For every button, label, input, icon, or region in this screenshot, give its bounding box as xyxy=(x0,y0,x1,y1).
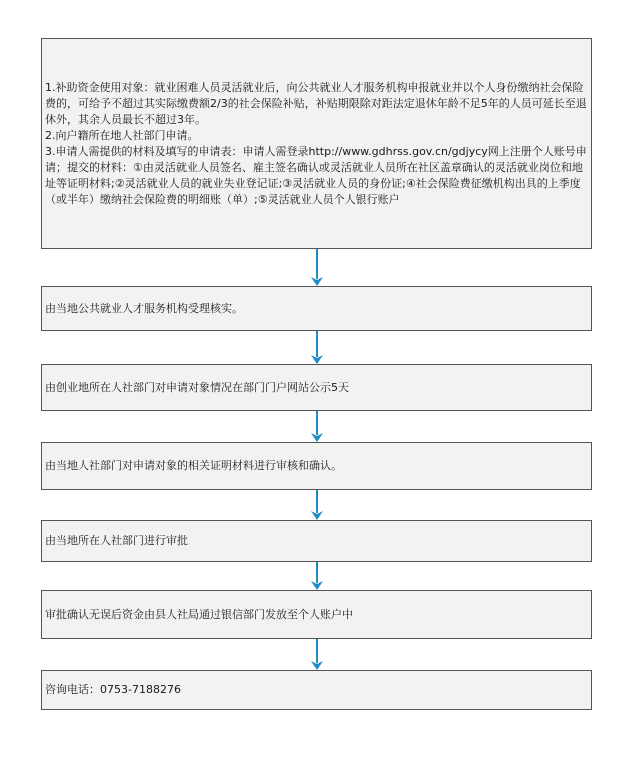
step-approval-text: 由当地所在人社部门进行审批 xyxy=(45,534,188,547)
step-public-notice xyxy=(41,364,592,411)
step-approval xyxy=(41,520,592,562)
connector-arrow xyxy=(311,411,323,442)
arrowhead-icon xyxy=(311,277,323,286)
arrowhead-icon xyxy=(311,355,323,364)
connector-arrow xyxy=(311,331,323,364)
step-public-notice-text: 由创业地所在人社部门对申请对象情况在部门门户网站公示5天 xyxy=(45,380,349,394)
step-subsidy-eligibility xyxy=(41,38,592,249)
step-disbursement xyxy=(41,590,592,639)
arrowhead-icon xyxy=(311,433,323,442)
arrowhead-icon xyxy=(311,581,323,590)
connector-arrow xyxy=(311,639,323,670)
connector-arrow xyxy=(311,249,323,286)
arrowhead-icon xyxy=(311,661,323,670)
arrowhead-icon xyxy=(311,511,323,520)
step-acceptance-text: 由当地公共就业人才服务机构受理核实。 xyxy=(45,301,243,315)
step-subsidy-eligibility-text: 1.补助资金使用对象：就业困难人员灵活就业后，向公共就业人才服务机构申报就业并以个人身份缴纳社会保险费的，可给予不超过其实际缴费额2/3的社会保险补贴，补贴期限除对距法定退休年龄不足5年的人员可延长至退休外，其余人员最长不超过3年。 2.向户籍所在地人社部门申请。 3.申请人需提供的材料及填写的申请表：申请人需登录http://www.gdhrss.gov.cn/gdjycy网上注册个人账号申请；提交的材料：①由灵活就业人员签名、雇主签名确认或灵活就业人员所在社区盖章确认的灵活就业岗位和地址等证明材料;②灵活就业人员的就业失业登记证;③灵活就业人员的身份证;④社会保险费征缴机构出具的上季度（或半年）缴纳社会保险费的明细账（单）;⑤灵活就业人员个人银行账户 xyxy=(45,80,587,206)
connector-arrow xyxy=(311,490,323,520)
connector-arrow xyxy=(311,562,323,590)
step-contact xyxy=(41,670,592,710)
step-contact-text: 咨询电话：0753-7188276 xyxy=(45,683,181,696)
step-disbursement-text: 审批确认无误后资金由县人社局通过银信部门发放至个人账户中 xyxy=(45,607,353,621)
step-acceptance xyxy=(41,286,592,331)
step-review-text: 由当地人社部门对申请对象的相关证明材料进行审核和确认。 xyxy=(45,459,342,472)
step-review xyxy=(41,442,592,490)
